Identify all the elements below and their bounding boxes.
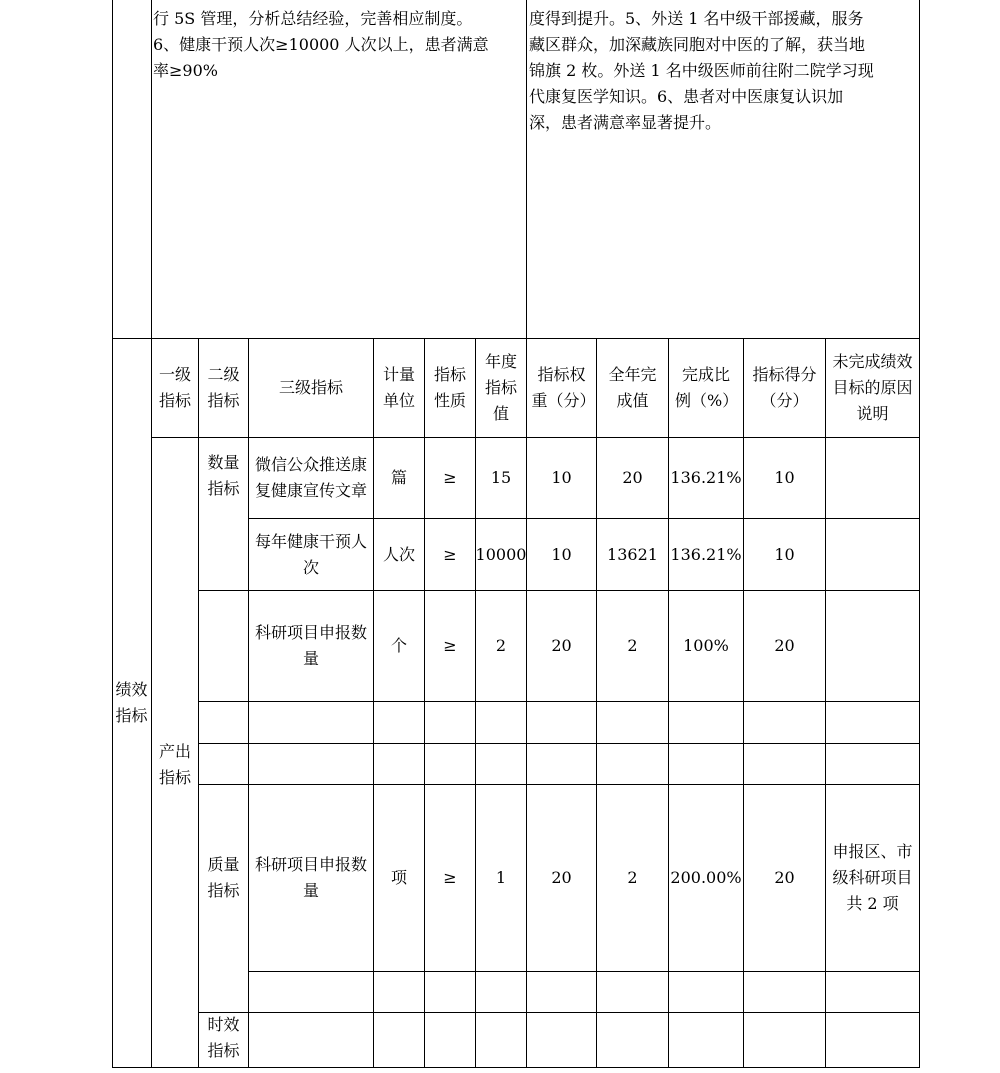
cell-text: 136.21% xyxy=(670,468,742,487)
header-ratio xyxy=(669,338,743,437)
table-row-4-score xyxy=(744,785,825,971)
cell-text: 15 xyxy=(490,468,512,487)
table-row-4-target xyxy=(476,785,526,971)
cell-text: 10 xyxy=(774,544,795,564)
cell-text: 人次 xyxy=(382,544,415,564)
target-description xyxy=(153,6,523,84)
cell-text: 10 xyxy=(551,468,572,487)
cell-text: 20 xyxy=(774,636,795,655)
table-row-2-score xyxy=(744,519,825,590)
header-ratio-label: 完成比例（%） xyxy=(675,364,739,410)
header-annual-target xyxy=(476,338,526,437)
table-row-1-target xyxy=(476,438,526,518)
table-row-4-weight xyxy=(527,785,596,971)
table-border xyxy=(475,338,476,1068)
table-border xyxy=(198,701,920,702)
cell-text: 10 xyxy=(774,468,795,487)
table-border xyxy=(743,338,744,1068)
cell-text: 篇 xyxy=(390,468,407,487)
table-row-3-score xyxy=(744,591,825,701)
header-score-label: 指标得分（分） xyxy=(752,364,817,410)
table-row-2-target xyxy=(476,519,526,590)
header-reason-label: 未完成绩效目标的原因说明 xyxy=(832,351,913,423)
table-row-3-level3 xyxy=(249,591,373,701)
actual-line: 度得到提升。5、外送 1 名中级干部援藏，服务 xyxy=(529,9,864,28)
actual-line: 锦旗 2 枚。外送 1 名中级医师前往附二院学习现 xyxy=(529,61,874,80)
cell-text: 2 xyxy=(627,636,638,655)
table-row-4-reason xyxy=(826,785,919,971)
table-border xyxy=(248,971,920,972)
table-row-3-target xyxy=(476,591,526,701)
cell-text: 20 xyxy=(622,468,643,487)
level2-quality-cell xyxy=(199,785,248,971)
table-border xyxy=(198,784,920,785)
cell-text: ≥ xyxy=(443,544,457,564)
target-line: 6、健康干预人次≥10000 人次以上，患者满意 xyxy=(153,35,489,54)
table-border xyxy=(198,1012,920,1013)
table-border xyxy=(151,0,152,1068)
header-unit-label: 计量单位 xyxy=(382,364,415,410)
cell-text: 200.00% xyxy=(670,868,742,887)
header-level3-label: 三级指标 xyxy=(278,377,343,397)
level2-quality: 质量指标 xyxy=(207,855,240,900)
table-row-3-weight xyxy=(527,591,596,701)
table-row-2-weight xyxy=(527,519,596,590)
cell-text: 20 xyxy=(551,868,572,887)
table-border xyxy=(151,437,920,438)
table-row-1-unit xyxy=(374,438,424,518)
header-nature-label: 指标性质 xyxy=(433,364,466,410)
table-row-1-score xyxy=(744,438,825,518)
cell-text: 科研项目申报数量 xyxy=(254,623,367,668)
table-row-3-unit xyxy=(374,591,424,701)
table-row-4-unit xyxy=(374,785,424,971)
table-row-4-level3 xyxy=(249,785,373,971)
cell-text: ≥ xyxy=(443,868,457,887)
cell-text: ≥ xyxy=(443,636,457,655)
table-border xyxy=(198,338,199,1068)
side-label-cell xyxy=(112,338,151,1068)
header-unit xyxy=(374,338,424,437)
header-level3 xyxy=(249,338,373,437)
cell-text: 1 xyxy=(495,868,507,887)
header-reason xyxy=(826,338,919,437)
cell-text: 13621 xyxy=(607,544,658,564)
level2-timeliness: 时效指标 xyxy=(207,1015,240,1060)
cell-text: 申报区、市级科研项目共 2 项 xyxy=(832,842,913,913)
table-row-1-nature xyxy=(425,438,475,518)
table-row-2-actual xyxy=(597,519,668,590)
table-border xyxy=(373,338,374,1068)
level1-value-cell xyxy=(152,640,198,890)
target-line: 行 5S 管理，分析总结经验，完善相应制度。 xyxy=(153,9,473,28)
table-border xyxy=(112,1067,920,1068)
cell-text: 10000 xyxy=(475,544,527,564)
table-border xyxy=(668,338,669,1068)
table-border xyxy=(112,338,920,339)
cell-text: 2 xyxy=(627,868,638,887)
header-weight-label: 指标权重（分） xyxy=(531,364,596,410)
header-nature xyxy=(425,338,475,437)
cell-text: ≥ xyxy=(443,468,457,487)
table-row-3-nature xyxy=(425,591,475,701)
cell-text: 科研项目申报数量 xyxy=(254,855,367,900)
table-row-1-weight xyxy=(527,438,596,518)
level2-quantity-cell xyxy=(199,450,248,510)
table-border xyxy=(112,0,113,1068)
cell-text: 100% xyxy=(683,636,729,655)
table-row-1-ratio xyxy=(669,438,743,518)
table-row-2-level3 xyxy=(249,519,373,590)
cell-text: 2 xyxy=(495,636,507,655)
cell-text: 136.21% xyxy=(670,544,742,564)
cell-text: 个 xyxy=(390,636,407,655)
level2-quantity: 数量指标 xyxy=(207,453,240,498)
header-weight xyxy=(527,338,596,437)
level1-value: 产出指标 xyxy=(158,742,191,787)
header-score xyxy=(744,338,825,437)
table-border xyxy=(198,590,920,591)
table-row-2-ratio xyxy=(669,519,743,590)
cell-text: 微信公众推送康复健康宣传文章 xyxy=(254,455,367,500)
table-row-4-ratio xyxy=(669,785,743,971)
table-border xyxy=(248,338,249,1068)
table-row-2-nature xyxy=(425,519,475,590)
header-level2-label: 二级指标 xyxy=(207,364,240,410)
table-border xyxy=(248,518,920,519)
actual-line: 代康复医学知识。6、患者对中医康复认识加 xyxy=(529,87,844,106)
table-row-4-nature xyxy=(425,785,475,971)
cell-text: 每年健康干预人次 xyxy=(254,531,367,577)
header-level1-label: 一级指标 xyxy=(158,364,191,410)
target-line: 率≥90% xyxy=(153,61,218,80)
cell-text: 10 xyxy=(551,544,572,564)
actual-line: 藏区群众，加深藏族同胞对中医的了解，获当地 xyxy=(529,35,866,54)
table-row-4-actual xyxy=(597,785,668,971)
header-actual-label: 全年完成值 xyxy=(608,364,657,410)
table-row-1-level3 xyxy=(249,438,373,518)
table-border xyxy=(198,743,920,744)
level2-timeliness-cell xyxy=(199,1012,248,1068)
table-border xyxy=(596,338,597,1068)
header-actual xyxy=(597,338,668,437)
table-row-1-actual xyxy=(597,438,668,518)
header-annual-target-label: 年度指标值 xyxy=(484,351,517,423)
cell-text: 20 xyxy=(774,868,795,887)
table-border xyxy=(526,0,527,1068)
cell-text: 项 xyxy=(390,868,407,887)
table-border xyxy=(919,0,920,1068)
cell-text: 20 xyxy=(551,636,572,655)
side-label: 绩效指标 xyxy=(115,680,148,725)
table-row-2-unit xyxy=(374,519,424,590)
table-border xyxy=(424,338,425,1068)
actual-line: 深，患者满意率显著提升。 xyxy=(529,113,722,132)
header-level2 xyxy=(199,338,248,437)
table-row-3-ratio xyxy=(669,591,743,701)
table-row-3-actual xyxy=(597,591,668,701)
actual-description xyxy=(529,6,917,136)
table-border xyxy=(825,338,826,1068)
header-level1 xyxy=(152,338,198,437)
